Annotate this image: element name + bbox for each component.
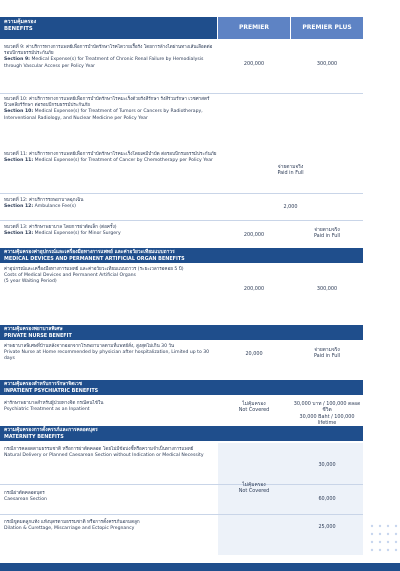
decorative-dots-icon	[366, 520, 400, 560]
section-header-psychiatric: ความคุ้มครองสำหรับการรักษาจิตเวช INPATIENT PSYCHIATRIC BENEFITS	[0, 380, 363, 395]
header-premier-plus: PREMIER PLUS	[291, 17, 363, 39]
premier-plus-value: 60,000	[318, 496, 336, 502]
header-benefits-cell	[0, 17, 217, 39]
row-label: ค่ารักษาพยาบาลสำหรับผู้ป่วยทางจิต กรณีคนไข้ใน Psychiatric Treatment as an Inpatient	[4, 401, 104, 413]
table-row	[0, 224, 400, 246]
shared-value: 2,000	[283, 204, 298, 210]
premier-plus-value: 30,000 บาท / 100,000 ตลอดชีวิต 30,000 Baht / 100,000 lifetime	[293, 401, 361, 426]
premier-plus-value: 25,000	[318, 524, 336, 530]
row-label: ค่าอุปกรณ์และเครื่องมือทางการแพทย์ และค่าอวัยวะเทียมแบบถาวร (ระยะเวลารอคอย 5 ปี) Costs of Medical Devices and Permanent Artificial Organs (5 year Waiting Period)	[4, 267, 184, 285]
table-row	[0, 197, 400, 219]
section-header-nurse: ความคุ้มครองพยาบาลพิเศษ PRIVATE NURSE BENEFIT	[0, 325, 363, 340]
table-row	[0, 489, 400, 513]
row-divider	[0, 93, 363, 94]
row-label: หมวดที่ 12: ค่าบริการรถพยาบาลฉุกเฉิน Section 12: Ambulance Fee(s)	[4, 198, 84, 210]
header-premier: PREMIER	[218, 17, 290, 39]
premier-plus-value: 300,000	[316, 61, 338, 67]
table-row	[0, 445, 400, 485]
premier-plus-value: 300,000	[316, 286, 338, 292]
premier-value: 200,000	[243, 61, 265, 67]
premier-value: 200,000	[243, 232, 265, 238]
header-title-th: ความคุ้มครอง	[4, 19, 37, 25]
table-header	[0, 17, 400, 39]
premier-plus-value: จ่ายตามจริง Paid in Full	[313, 347, 341, 360]
table-row	[0, 151, 400, 193]
table-row	[0, 518, 400, 542]
premier-value: 200,000	[243, 286, 265, 292]
sections-10-11-value: จ่ายตามจริง Paid in Full	[277, 164, 304, 177]
row-label: กรณีขูดมดลูกแท้ง แท้งบุตรตามธรรมชาติ หรือการตั้งครรภ์นอกมดลูก Dilation & Curettage, Miscarriage and Ectopic Pregnancy	[4, 520, 140, 532]
maternity-premier-value: ไม่คุ้มครอง Not Covered	[238, 482, 270, 495]
row-divider	[0, 193, 363, 194]
row-label: หมวดที่ 11: ค่าบริการทางการแพทย์เพื่อการบำบัดรักษาโรคมะเร็งโดยเคมีบำบัด ต่อรอบปีกรมธรรม์ประกันภัย Section 11: Medical Expense(s) for Treatment of Cancer by Chemotherapy per Policy Year	[4, 152, 217, 164]
row-label: กรณีการคลอดตามธรรมชาติ หรือการผ่าตัดคลอด โดยไม่มีข้อบ่งชี้หรือความจำเป็นทางการแพทย์ Natural Delivery or Planned Caesarean Section without Indication or Medical Necessity	[4, 447, 204, 459]
table-row	[0, 343, 400, 375]
section-header-maternity: ความคุ้มครองการตั้งครรภ์และการคลอดบุตร MATERNITY BENEFITS	[0, 426, 363, 441]
row-divider	[0, 220, 363, 221]
table-row	[0, 266, 400, 306]
row-divider	[0, 514, 363, 515]
row-label: ค่าพยาบาลพิเศษที่บ้านหลังจากออกจากโรงพยาบาลตามที่แพทย์สั่ง, สูงสุดไม่เกิน 30 วัน Private Nurse at Home recommended by physician after hospitalization, Limited up to 30 days	[4, 344, 210, 362]
header-title-en: BENEFITS	[4, 26, 33, 32]
row-label: หมวดที่ 13: ค่ารักษาพยาบาล โดยการผ่าตัดเล็ก (ต่อครั้ง) Section 13: Medical Expense(s) for Minor Surgery	[4, 225, 121, 237]
table-row	[0, 44, 400, 92]
footer-bar	[0, 563, 400, 571]
premier-plus-value: 30,000	[318, 462, 336, 468]
table-row	[0, 399, 400, 426]
row-label: กรณีผ่าตัดคลอดบุตร Caesarean Section	[4, 491, 47, 503]
premier-value: ไม่คุ้มครอง Not Covered	[238, 401, 270, 414]
row-divider	[0, 484, 363, 485]
premier-plus-value: จ่ายตามจริง Paid in Full	[313, 227, 341, 240]
premier-value: 20,000	[245, 351, 263, 357]
table-row	[0, 96, 400, 148]
section-header-devices: ความคุ้มครองค่าอุปกรณ์และเครื่องมือทางการแพทย์ และค่าอวัยวะเทียมแบบถาวร MEDICAL DEVICES AND PERMANENT ARTIFICIAL ORGAN BENEFITS	[0, 248, 363, 263]
row-label: หมวดที่ 9: ค่าบริการทางการแพทย์เพื่อการบำบัดรักษาโรคไตวายเรื้อรัง โดยการล้างไตผ่านทางเส้นเลือดต่อรอบปีกรมธรรม์ประกันภัย Section 9: Medical Expense(s) for Treatment of Chronic Renal Failure by Hemodialysis through Vascular Access per Policy Year	[4, 45, 213, 69]
row-label: หมวดที่ 10: ค่าบริการทางการแพทย์เพื่อการบำบัดรักษาโรคมะเร็งด้วยรังสีรักษา รังสีร่วมรักษา เวชศาสตร์นิวเคลียร์รักษา ต่อรอบปีกรมธรรม์ประกันภัย Section 10: Medical Expense(s) for Treatment of Tumors or Cancers by Radiotherapy, Interventional Radiology, and Nuclear Medicine per Policy Year	[4, 97, 210, 121]
